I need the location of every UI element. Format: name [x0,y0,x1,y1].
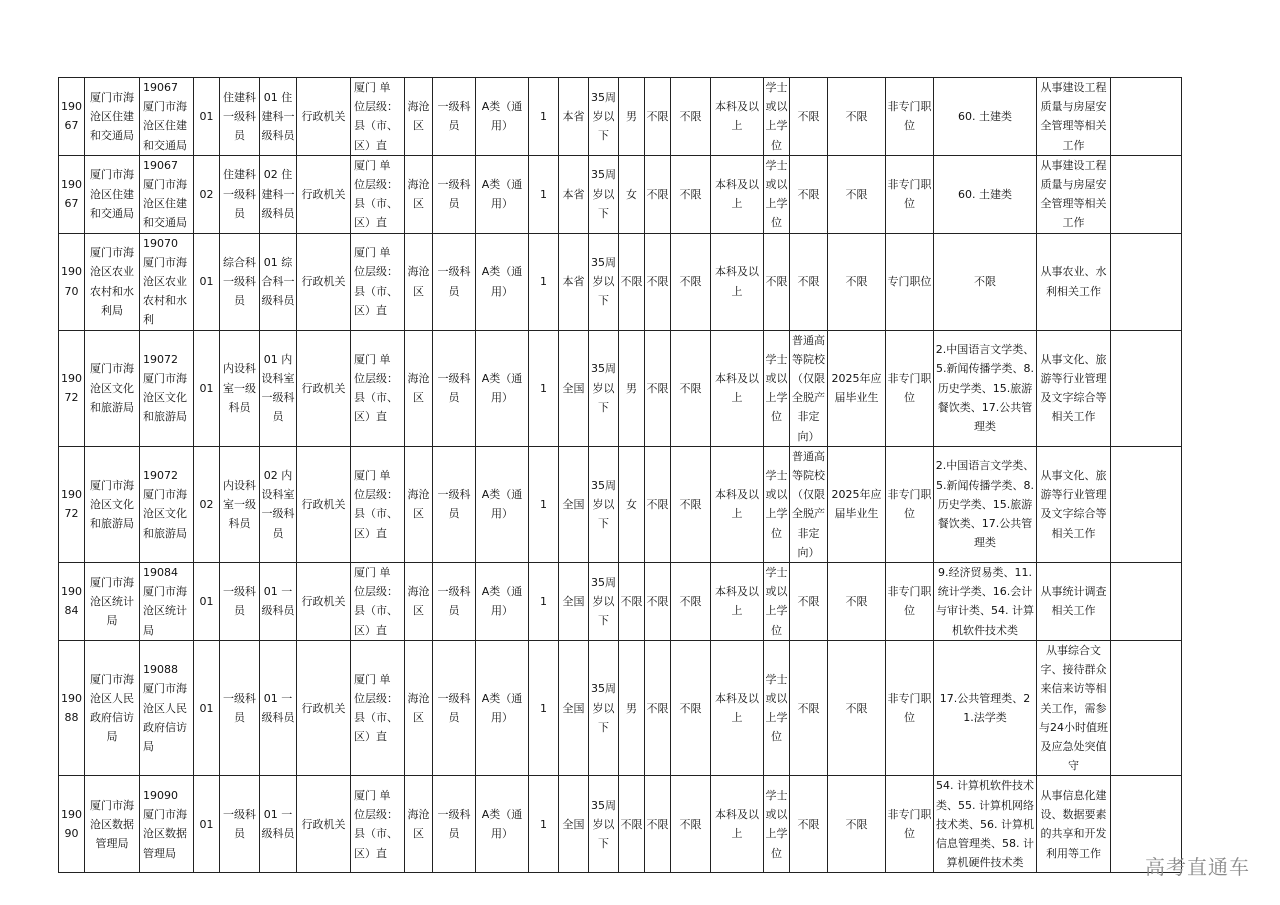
age-cell: 35周岁以下 [589,776,619,873]
position-code-name-cell: 02 住建科一级科员 [260,155,297,233]
duty-cell: 从事建设工程质量与房屋安全管理等相关工作 [1037,78,1111,156]
table-row [59,233,1182,330]
note-cell [1111,563,1182,641]
scope-cell: 全国 [559,640,589,775]
post-type-cell: 非专门职位 [886,563,934,641]
politics-cell: 不限 [671,233,711,330]
age-cell: 35周岁以下 [589,446,619,562]
level-cell: 厦门 单位层级：县（市、区）直 [351,233,405,330]
other-requirement-cell: 2025年应届毕业生 [828,446,886,562]
org-type-cell: 行政机关 [297,563,351,641]
gender-cell: 不限 [619,776,645,873]
rank-cell: 一级科员 [433,233,476,330]
politics-cell: 不限 [671,640,711,775]
org-type-cell: 行政机关 [297,640,351,775]
degree-cell: 学士或以上学位 [764,330,790,446]
scope-cell: 全国 [559,776,589,873]
count-cell: 1 [529,233,559,330]
major-cell: 60. 土建类 [934,78,1037,156]
degree-cell: 学士或以上学位 [764,78,790,156]
district-cell: 海沧区 [405,640,433,775]
duty-cell: 从事信息化建设、数据要素的共享和开发利用等工作 [1037,776,1111,873]
major-cell: 2.中国语言文学类、5.新闻传播学类、8.历史学类、15.旅游餐饮类、17.公共管理类 [934,330,1037,446]
source-cell: 不限 [790,78,828,156]
other-requirement-cell: 不限 [828,155,886,233]
unit-code-name-cell: 19067 厦门市海沧区住建和交通局 [140,155,194,233]
table-row [59,330,1182,446]
category-cell: A类（通用） [476,155,529,233]
post-type-cell: 非专门职位 [886,776,934,873]
other-requirement-cell: 不限 [828,640,886,775]
gender-cell: 女 [619,446,645,562]
ethnicity-cell: 不限 [645,640,671,775]
table-row [59,563,1182,641]
level-cell: 厦门 单位层级：县（市、区）直 [351,446,405,562]
post-type-cell: 非专门职位 [886,446,934,562]
other-requirement-cell: 不限 [828,563,886,641]
count-cell: 1 [529,330,559,446]
unit-cell: 厦门市海沧区数据管理局 [85,776,140,873]
count-cell: 1 [529,640,559,775]
source-cell: 不限 [790,776,828,873]
note-cell [1111,233,1182,330]
position-code-name-cell: 01 住建科一级科员 [260,78,297,156]
category-cell: A类（通用） [476,330,529,446]
ethnicity-cell: 不限 [645,78,671,156]
post-type-cell: 非专门职位 [886,640,934,775]
source-cell: 不限 [790,155,828,233]
gender-cell: 不限 [619,233,645,330]
source-cell: 不限 [790,640,828,775]
post-type-cell: 非专门职位 [886,78,934,156]
politics-cell: 不限 [671,563,711,641]
level-cell: 厦门 单位层级：县（市、区）直 [351,640,405,775]
ethnicity-cell: 不限 [645,233,671,330]
code-cell: 19072 [59,446,85,562]
position-name-cell: 住建科一级科员 [220,78,260,156]
major-cell: 17.公共管理类、21.法学类 [934,640,1037,775]
category-cell: A类（通用） [476,446,529,562]
politics-cell: 不限 [671,155,711,233]
post-type-cell: 非专门职位 [886,155,934,233]
ethnicity-cell: 不限 [645,563,671,641]
education-cell: 本科及以上 [711,776,764,873]
unit-cell: 厦门市海沧区住建和交通局 [85,78,140,156]
category-cell: A类（通用） [476,640,529,775]
level-cell: 厦门 单位层级：县（市、区）直 [351,155,405,233]
position-name-cell: 内设科室一级科员 [220,446,260,562]
education-cell: 本科及以上 [711,155,764,233]
rank-cell: 一级科员 [433,446,476,562]
politics-cell: 不限 [671,776,711,873]
position-name-cell: 内设科室一级科员 [220,330,260,446]
duty-cell: 从事文化、旅游等行业管理及文字综合等相关工作 [1037,330,1111,446]
code-cell: 19070 [59,233,85,330]
district-cell: 海沧区 [405,233,433,330]
age-cell: 35周岁以下 [589,233,619,330]
org-type-cell: 行政机关 [297,78,351,156]
age-cell: 35周岁以下 [589,563,619,641]
position-name-cell: 住建科一级科员 [220,155,260,233]
org-type-cell: 行政机关 [297,330,351,446]
ethnicity-cell: 不限 [645,330,671,446]
major-cell: 不限 [934,233,1037,330]
code-cell: 19090 [59,776,85,873]
table-row [59,446,1182,562]
scope-cell: 本省 [559,78,589,156]
position-code-name-cell: 01 内设科室一级科员 [260,330,297,446]
gender-cell: 女 [619,155,645,233]
major-cell: 60. 土建类 [934,155,1037,233]
position-code-name-cell: 01 一级科员 [260,640,297,775]
duty-cell: 从事文化、旅游等行业管理及文字综合等相关工作 [1037,446,1111,562]
position-seq-cell: 01 [194,563,220,641]
scope-cell: 全国 [559,446,589,562]
category-cell: A类（通用） [476,78,529,156]
district-cell: 海沧区 [405,78,433,156]
other-requirement-cell: 不限 [828,776,886,873]
position-code-name-cell: 01 综合科一级科员 [260,233,297,330]
district-cell: 海沧区 [405,330,433,446]
scope-cell: 本省 [559,233,589,330]
note-cell [1111,155,1182,233]
position-seq-cell: 01 [194,776,220,873]
district-cell: 海沧区 [405,446,433,562]
gender-cell: 男 [619,78,645,156]
code-cell: 19067 [59,78,85,156]
district-cell: 海沧区 [405,155,433,233]
age-cell: 35周岁以下 [589,330,619,446]
degree-cell: 学士或以上学位 [764,446,790,562]
position-seq-cell: 02 [194,155,220,233]
duty-cell: 从事统计调查相关工作 [1037,563,1111,641]
degree-cell: 不限 [764,233,790,330]
age-cell: 35周岁以下 [589,155,619,233]
major-cell: 2.中国语言文学类、5.新闻传播学类、8.历史学类、15.旅游餐饮类、17.公共管理类 [934,446,1037,562]
source-cell: 普通高等院校（仅限全脱产非定向） [790,446,828,562]
other-requirement-cell: 不限 [828,233,886,330]
category-cell: A类（通用） [476,233,529,330]
count-cell: 1 [529,563,559,641]
unit-cell: 厦门市海沧区人民政府信访局 [85,640,140,775]
table-row [59,78,1182,156]
education-cell: 本科及以上 [711,563,764,641]
post-type-cell: 非专门职位 [886,330,934,446]
position-name-cell: 一级科员 [220,776,260,873]
note-cell [1111,446,1182,562]
count-cell: 1 [529,78,559,156]
education-cell: 本科及以上 [711,446,764,562]
level-cell: 厦门 单位层级：县（市、区）直 [351,78,405,156]
scope-cell: 全国 [559,563,589,641]
rank-cell: 一级科员 [433,155,476,233]
gender-cell: 男 [619,640,645,775]
degree-cell: 学士或以上学位 [764,563,790,641]
rank-cell: 一级科员 [433,776,476,873]
position-seq-cell: 01 [194,640,220,775]
code-cell: 19072 [59,330,85,446]
rank-cell: 一级科员 [433,563,476,641]
position-name-cell: 综合科一级科员 [220,233,260,330]
degree-cell: 学士或以上学位 [764,155,790,233]
district-cell: 海沧区 [405,776,433,873]
ethnicity-cell: 不限 [645,776,671,873]
position-table [58,77,1182,873]
unit-code-name-cell: 19090 厦门市海沧区数据管理局 [140,776,194,873]
category-cell: A类（通用） [476,776,529,873]
major-cell: 9.经济贸易类、11.统计学类、16.会计与审计类、54. 计算机软件技术类 [934,563,1037,641]
ethnicity-cell: 不限 [645,155,671,233]
politics-cell: 不限 [671,446,711,562]
note-cell [1111,78,1182,156]
age-cell: 35周岁以下 [589,640,619,775]
watermark: 高考直通车 [1145,855,1250,879]
position-seq-cell: 02 [194,446,220,562]
org-type-cell: 行政机关 [297,776,351,873]
gender-cell: 男 [619,330,645,446]
ethnicity-cell: 不限 [645,446,671,562]
politics-cell: 不限 [671,330,711,446]
table-row [59,776,1182,873]
position-code-name-cell: 01 一级科员 [260,563,297,641]
category-cell: A类（通用） [476,563,529,641]
unit-code-name-cell: 19072 厦门市海沧区文化和旅游局 [140,446,194,562]
duty-cell: 从事建设工程质量与房屋安全管理等相关工作 [1037,155,1111,233]
scope-cell: 全国 [559,330,589,446]
count-cell: 1 [529,155,559,233]
education-cell: 本科及以上 [711,233,764,330]
level-cell: 厦门 单位层级：县（市、区）直 [351,330,405,446]
unit-code-name-cell: 19072 厦门市海沧区文化和旅游局 [140,330,194,446]
education-cell: 本科及以上 [711,330,764,446]
education-cell: 本科及以上 [711,640,764,775]
unit-code-name-cell: 19084 厦门市海沧区统计局 [140,563,194,641]
duty-cell: 从事农业、水利相关工作 [1037,233,1111,330]
unit-cell: 厦门市海沧区住建和交通局 [85,155,140,233]
table-row [59,640,1182,775]
duty-cell: 从事综合文字、接待群众来信来访等相关工作，需参与24小时值班及应急处突值守 [1037,640,1111,775]
table-row [59,155,1182,233]
district-cell: 海沧区 [405,563,433,641]
note-cell [1111,330,1182,446]
other-requirement-cell: 不限 [828,78,886,156]
post-type-cell: 专门职位 [886,233,934,330]
position-code-name-cell: 01 一级科员 [260,776,297,873]
level-cell: 厦门 单位层级：县（市、区）直 [351,563,405,641]
rank-cell: 一级科员 [433,640,476,775]
code-cell: 19088 [59,640,85,775]
unit-code-name-cell: 19067 厦门市海沧区住建和交通局 [140,78,194,156]
rank-cell: 一级科员 [433,330,476,446]
politics-cell: 不限 [671,78,711,156]
unit-cell: 厦门市海沧区文化和旅游局 [85,330,140,446]
position-seq-cell: 01 [194,78,220,156]
unit-cell: 厦门市海沧区统计局 [85,563,140,641]
unit-cell: 厦门市海沧区文化和旅游局 [85,446,140,562]
position-seq-cell: 01 [194,330,220,446]
level-cell: 厦门 单位层级：县（市、区）直 [351,776,405,873]
other-requirement-cell: 2025年应届毕业生 [828,330,886,446]
org-type-cell: 行政机关 [297,233,351,330]
code-cell: 19084 [59,563,85,641]
unit-cell: 厦门市海沧区农业农村和水利局 [85,233,140,330]
source-cell: 不限 [790,233,828,330]
note-cell [1111,640,1182,775]
gender-cell: 不限 [619,563,645,641]
degree-cell: 学士或以上学位 [764,640,790,775]
source-cell: 不限 [790,563,828,641]
education-cell: 本科及以上 [711,78,764,156]
source-cell: 普通高等院校（仅限全脱产非定向） [790,330,828,446]
age-cell: 35周岁以下 [589,78,619,156]
unit-code-name-cell: 19070 厦门市海沧区农业农村和水利 [140,233,194,330]
count-cell: 1 [529,446,559,562]
org-type-cell: 行政机关 [297,155,351,233]
scope-cell: 本省 [559,155,589,233]
major-cell: 54. 计算机软件技术类、55. 计算机网络技术类、56. 计算机信息管理类、58. 计算机硬件技术类 [934,776,1037,873]
position-name-cell: 一级科员 [220,563,260,641]
degree-cell: 学士或以上学位 [764,776,790,873]
position-code-name-cell: 02 内设科室一级科员 [260,446,297,562]
code-cell: 19067 [59,155,85,233]
position-name-cell: 一级科员 [220,640,260,775]
count-cell: 1 [529,776,559,873]
position-seq-cell: 01 [194,233,220,330]
unit-code-name-cell: 19088 厦门市海沧区人民政府信访局 [140,640,194,775]
rank-cell: 一级科员 [433,78,476,156]
org-type-cell: 行政机关 [297,446,351,562]
